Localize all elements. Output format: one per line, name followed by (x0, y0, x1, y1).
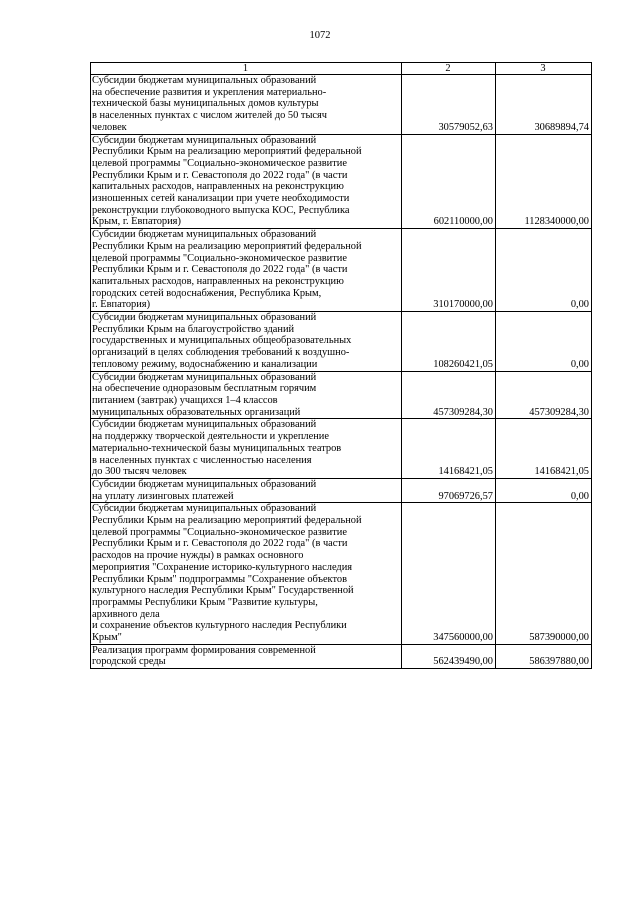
row-description: Субсидии бюджетам муниципальных образований на обеспечение развития и укрепления материально- технической базы муниципальных домов культуры в населенных пунктах с числом жителей до 50 тысяч человек (91, 75, 402, 135)
page-number: 1072 (309, 30, 331, 41)
row-value-col2: 457309284,30 (402, 371, 496, 419)
table-row (91, 419, 592, 479)
row-description: Субсидии бюджетам муниципальных образований Республики Крым на благоустройство зданий государственных и муниципальных общеобразовательных организаций в целях соблюдения требований к воздушно- тепловому режиму, водоснабжению и канализации (91, 312, 402, 372)
row-value-col3: 1128340000,00 (496, 134, 592, 229)
table-row (91, 134, 592, 229)
row-value-col2: 347560000,00 (402, 503, 496, 644)
row-description: Субсидии бюджетам муниципальных образований Республики Крым на реализацию мероприятий федеральной целевой программы "Социально-экономическое развитие Республики Крым и г. Севастополя до 2022 года" (в части капитальных расходов, направленных на реконструкцию городских сетей водоснабжения, Республика Крым, г. Евпатория) (91, 229, 402, 312)
row-value-col2: 602110000,00 (402, 134, 496, 229)
row-value-col3: 30689894,74 (496, 75, 592, 135)
budget-table (90, 62, 592, 669)
row-value-col2: 30579052,63 (402, 75, 496, 135)
row-value-col3: 586397880,00 (496, 644, 592, 668)
row-description: Субсидии бюджетам муниципальных образований Республики Крым на реализацию мероприятий федеральной целевой программы "Социально-экономическое развитие Республики Крым и г. Севастополя до 2022 года" (в части расходов на прочие нужды) в рамках основного мероприятия "Сохранение историко-культурного наследия Республики Крым" подпрограммы "Сохранение объектов культурного наследия Республики Крым" Государственной программы Республики Крым "Развитие культуры, архивного дела и сохранение объектов культурного наследия Республики Крым" (91, 503, 402, 644)
row-value-col3: 0,00 (496, 312, 592, 372)
row-value-col2: 310170000,00 (402, 229, 496, 312)
row-value-col2: 97069726,57 (402, 478, 496, 502)
row-description: Субсидии бюджетам муниципальных образований Республики Крым на реализацию мероприятий федеральной целевой программы "Социально-экономическое развитие Республики Крым и г. Севастополя до 2022 года" (в части капитальных расходов, направленных на реконструкцию изношенных сетей канализации при учете необходимости реконструкции глубоководного выпуска КОС, Республика Крым, г. Евпатория) (91, 134, 402, 229)
row-value-col3: 14168421,05 (496, 419, 592, 479)
row-description: Субсидии бюджетам муниципальных образований на поддержку творческой деятельности и укрепление материально-технической базы муниципальных театров в населенных пунктах с численностью населения до 300 тысяч человек (91, 419, 402, 479)
row-value-col2: 562439490,00 (402, 644, 496, 668)
table-row (91, 503, 592, 644)
table-row (91, 371, 592, 419)
row-value-col3: 457309284,30 (496, 371, 592, 419)
row-value-col2: 108260421,05 (402, 312, 496, 372)
table-row (91, 229, 592, 312)
column-header: 1 (91, 63, 402, 75)
column-header: 2 (402, 63, 496, 75)
table-row (91, 644, 592, 668)
table-row (91, 75, 592, 135)
row-description: Субсидии бюджетам муниципальных образований на обеспечение одноразовым бесплатным горячим питанием (завтрак) учащихся 1–4 классов муниципальных образовательных организаций (91, 371, 402, 419)
row-description: Реализация программ формирования современной городской среды (91, 644, 402, 668)
row-value-col3: 587390000,00 (496, 503, 592, 644)
table-header-row (91, 63, 592, 75)
table-row (91, 312, 592, 372)
column-header: 3 (496, 63, 592, 75)
row-description: Субсидии бюджетам муниципальных образований на уплату лизинговых платежей (91, 478, 402, 502)
table-row (91, 478, 592, 502)
row-value-col2: 14168421,05 (402, 419, 496, 479)
row-value-col3: 0,00 (496, 229, 592, 312)
row-value-col3: 0,00 (496, 478, 592, 502)
